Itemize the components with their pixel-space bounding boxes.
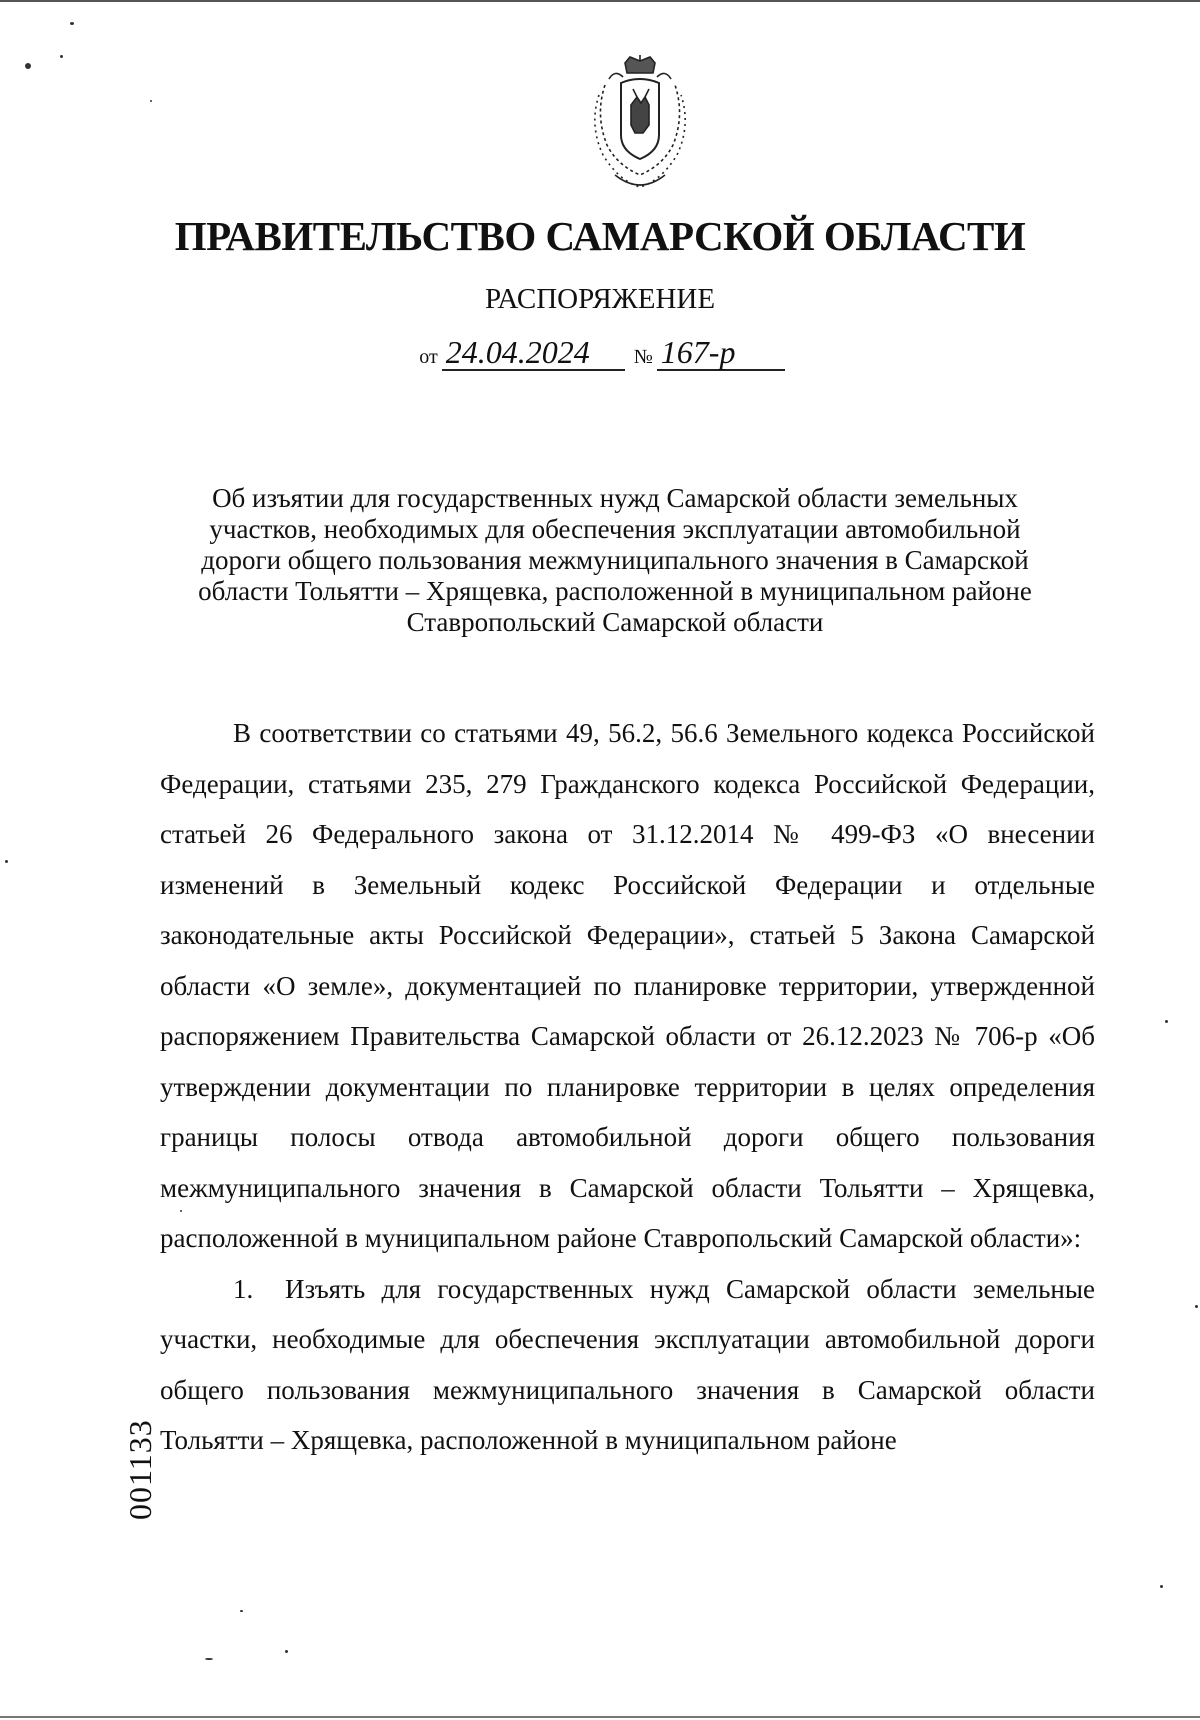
- subject-line: области Тольятти – Хрящевка, расположенной в муниципальном районе: [198, 576, 1032, 606]
- samara-coat-of-arms-icon: [585, 55, 695, 195]
- scan-speck: [5, 860, 8, 863]
- scan-speck: [60, 55, 63, 58]
- number-label: №: [633, 346, 653, 368]
- subject-line: дороги общего пользования межмуниципального значения в Самарской: [201, 545, 1029, 575]
- date-value: 24.04.2024: [442, 335, 625, 371]
- date-label: от: [419, 346, 438, 368]
- document-body: [160, 708, 1095, 1466]
- scan-speck: [205, 1658, 213, 1660]
- item-1-paragraph: [160, 1264, 1095, 1466]
- item-1-text: Изъять для государственных нужд Самарской области земельные участки, необходимые для обеспечения эксплуатации автомобильной дороги общего пользования межмуниципального значения в Самарской области Тольятти – Хрящевка, расположенной в муниципальном районе: [160, 1273, 1095, 1455]
- date-number-line: [0, 335, 1200, 371]
- scan-bottom-edge: [0, 1716, 1200, 1718]
- item-1-number: 1.: [233, 1273, 254, 1304]
- preamble-paragraph: В соответствии со статьями 49, 56.2, 56.6 Земельного кодекса Российской Федерации, статьями 235, 279 Гражданского кодекса Российской Федерации, статьей 26 Федерального закона от 31.12.2014 № 499-ФЗ «О внесении изменений в Земельный кодекс Российской Федерации и отдельные законодательные акты Российской Федерации», статьей 5 Закона Самарской области «О земле», документацией по планировке территории, утвержденной распоряжением Правительства Самарской области от 26.12.2023 № 706-р «Об утверждении документации по планировке территории в целях определения границы полосы отвода автомобильной дороги общего пользования межмуниципального значения в Самарской области Тольятти – Хрящевка, расположенной в муниципальном районе Ставропольский Самарской области»:: [160, 718, 1095, 1253]
- scan-speck: [1165, 1020, 1168, 1023]
- number-value: 167-р: [657, 335, 785, 371]
- document-type: РАСПОРЯЖЕНИЕ: [484, 283, 716, 315]
- subject-line: участков, необходимых для обеспечения эксплуатации автомобильной: [209, 514, 1021, 544]
- subject-line: Ставропольский Самарской области: [406, 607, 824, 637]
- registration-number-vertical: 001133: [122, 1419, 158, 1520]
- scan-top-edge: [0, 0, 1200, 2]
- scan-speck: [180, 1210, 182, 1212]
- document-subject: [190, 483, 1040, 638]
- scan-speck: [1160, 1585, 1163, 1588]
- scan-speck: [25, 63, 31, 69]
- scan-speck: [285, 1650, 288, 1653]
- subject-line: Об изъятии для государственных нужд Самарской области земельных: [212, 483, 1018, 513]
- scan-speck: [70, 22, 74, 25]
- scan-speck: [1195, 1305, 1198, 1308]
- government-title: ПРАВИТЕЛЬСТВО САМАРСКОЙ ОБЛАСТИ: [174, 213, 1026, 259]
- scan-speck: [150, 100, 152, 102]
- scan-speck: [240, 1610, 243, 1612]
